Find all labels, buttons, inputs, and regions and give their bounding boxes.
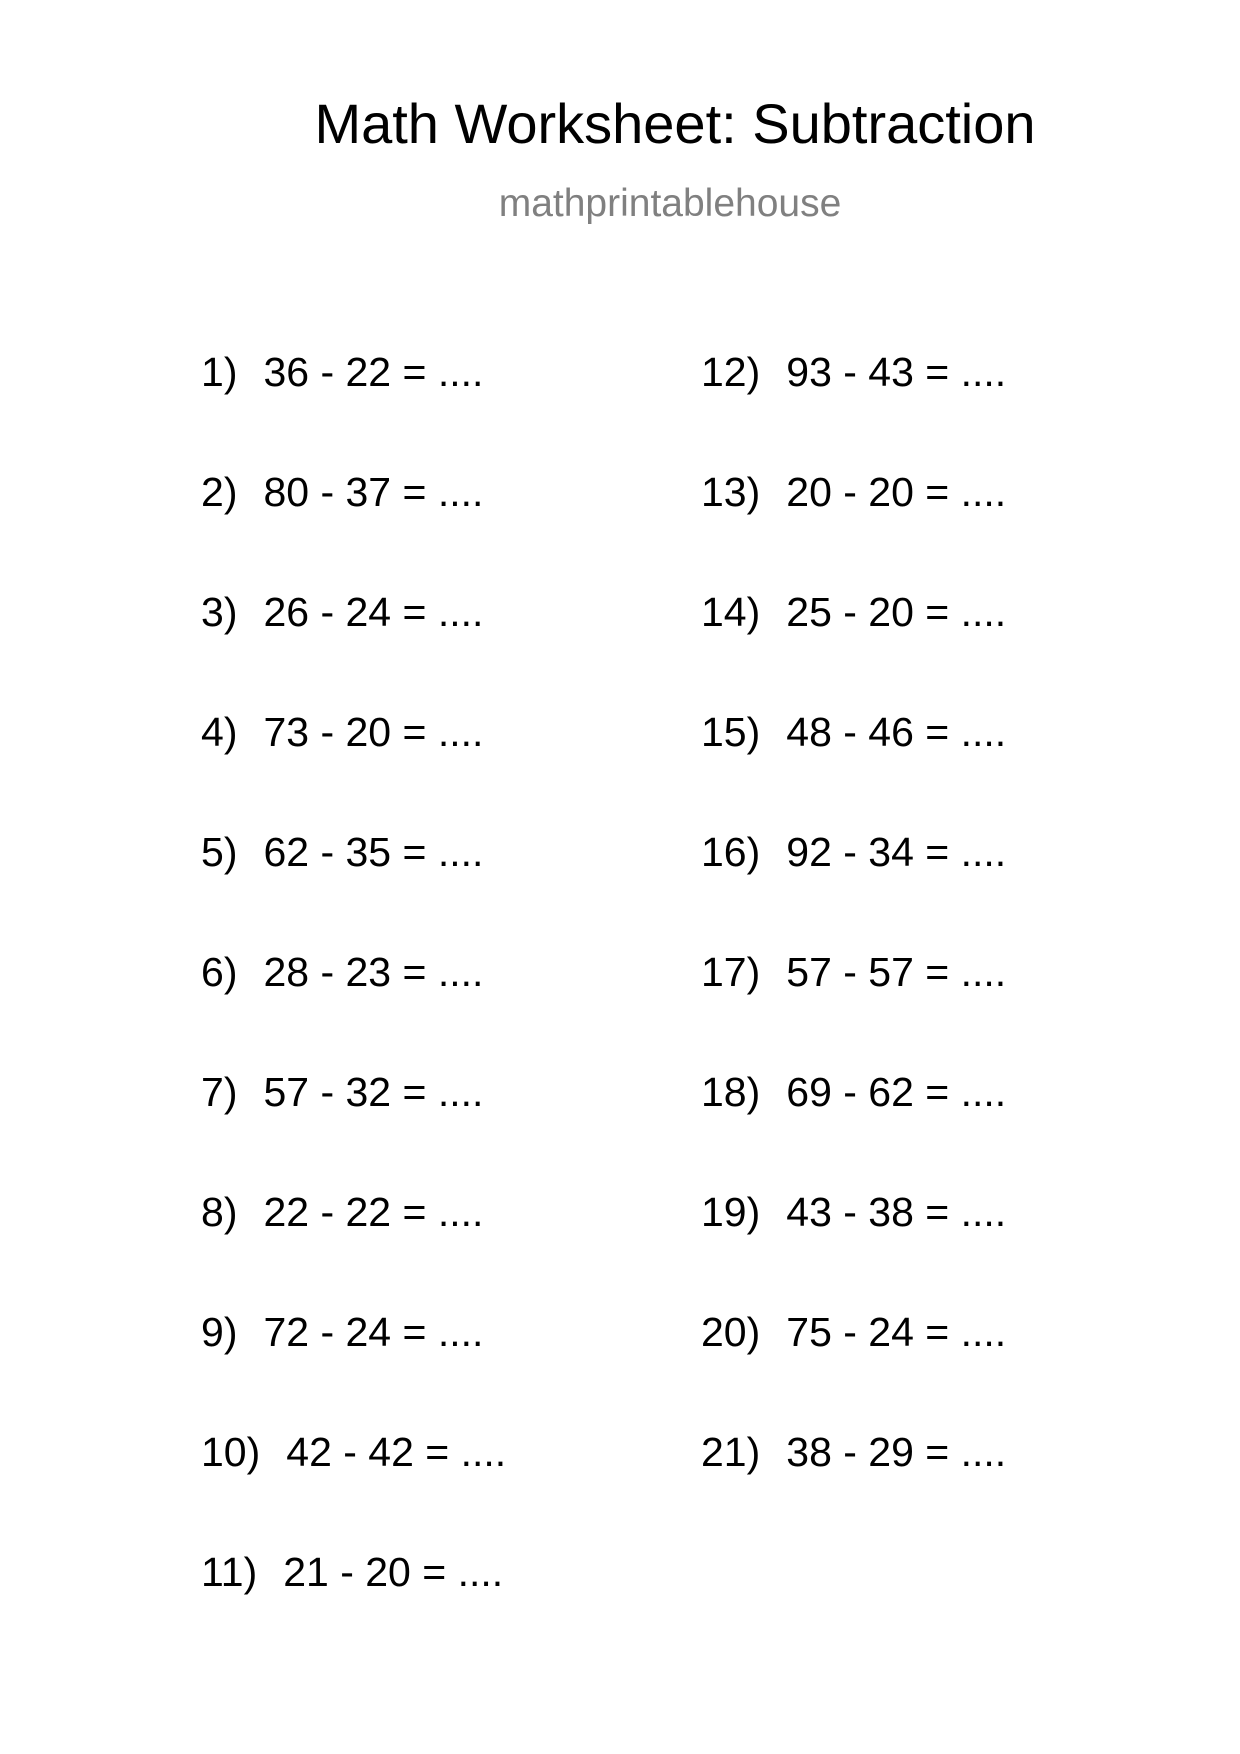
problem-expression: 21 - 20 = .... (283, 1549, 504, 1595)
problem-expression: 25 - 20 = .... (786, 589, 1007, 635)
problem-number: 16 ) (701, 832, 760, 873)
problem-number: 12 ) (701, 352, 760, 393)
problem-item (201, 589, 506, 712)
problem-item (201, 1429, 507, 1552)
problem-number: 14 ) (701, 592, 760, 633)
problem-item (201, 349, 506, 472)
problem-item (701, 949, 1007, 1072)
page-title: Math Worksheet: Subtraction (314, 92, 1036, 155)
problem-expression: 73 - 20 = .... (263, 709, 484, 755)
problem-number: 21 ) (701, 1432, 760, 1473)
problem-expression: 92 - 34 = .... (786, 829, 1007, 875)
problem-item (701, 1309, 1007, 1432)
problem-expression: 80 - 37 = .... (263, 469, 484, 515)
problem-expression: 57 - 57 = .... (786, 949, 1007, 995)
problem-expression: 20 - 20 = .... (786, 469, 1007, 515)
problem-number: 8 ) (201, 1192, 237, 1233)
page-subtitle: mathprintablehouse (498, 182, 842, 225)
problem-item (701, 469, 1007, 592)
problem-expression: 48 - 46 = .... (786, 709, 1007, 755)
problem-number: 1 ) (201, 352, 237, 393)
problem-number: 15 ) (701, 712, 760, 753)
problem-number: 13 ) (701, 472, 760, 513)
problem-expression: 38 - 29 = .... (786, 1429, 1007, 1475)
problem-expression: 62 - 35 = .... (263, 829, 484, 875)
problem-expression: 42 - 42 = .... (286, 1429, 507, 1475)
problem-number: 19 ) (701, 1192, 760, 1233)
problem-item (201, 1189, 506, 1312)
problem-number: 3 ) (201, 592, 237, 633)
problem-item (201, 469, 506, 592)
problem-item (701, 349, 1007, 472)
problem-expression: 26 - 24 = .... (263, 589, 484, 635)
problem-expression: 57 - 32 = .... (263, 1069, 484, 1115)
problem-item (701, 829, 1007, 952)
problem-expression: 28 - 23 = .... (263, 949, 484, 995)
problem-expression: 36 - 22 = .... (263, 349, 484, 395)
problem-number: 11 ) (201, 1552, 257, 1593)
problem-expression: 22 - 22 = .... (263, 1189, 484, 1235)
problem-number: 6 ) (201, 952, 237, 993)
problem-expression: 69 - 62 = .... (786, 1069, 1007, 1115)
problem-item (201, 1309, 506, 1432)
problem-expression: 93 - 43 = .... (786, 349, 1007, 395)
problem-item (201, 949, 506, 1072)
problem-number: 10 ) (201, 1432, 260, 1473)
problem-expression: 43 - 38 = .... (786, 1189, 1007, 1235)
problem-number: 5 ) (201, 832, 237, 873)
problem-number: 20 ) (701, 1312, 760, 1353)
problem-number: 4 ) (201, 712, 237, 753)
problem-item (701, 1429, 1007, 1552)
problem-number: 18 ) (701, 1072, 760, 1113)
problem-column-left (201, 349, 507, 1672)
problem-number: 2 ) (201, 472, 237, 513)
problem-item (201, 709, 506, 832)
problem-number: 7 ) (201, 1072, 237, 1113)
problem-item (201, 829, 506, 952)
problem-item (701, 589, 1007, 712)
problem-number: 9 ) (201, 1312, 237, 1353)
problem-column-right (701, 349, 1007, 1552)
problem-item (701, 709, 1007, 832)
problem-item (701, 1189, 1007, 1312)
problem-item (201, 1549, 506, 1672)
problem-item (701, 1069, 1007, 1192)
problem-item (201, 1069, 506, 1192)
problem-number: 17 ) (701, 952, 760, 993)
problem-expression: 75 - 24 = .... (786, 1309, 1007, 1355)
problem-expression: 72 - 24 = .... (263, 1309, 484, 1355)
